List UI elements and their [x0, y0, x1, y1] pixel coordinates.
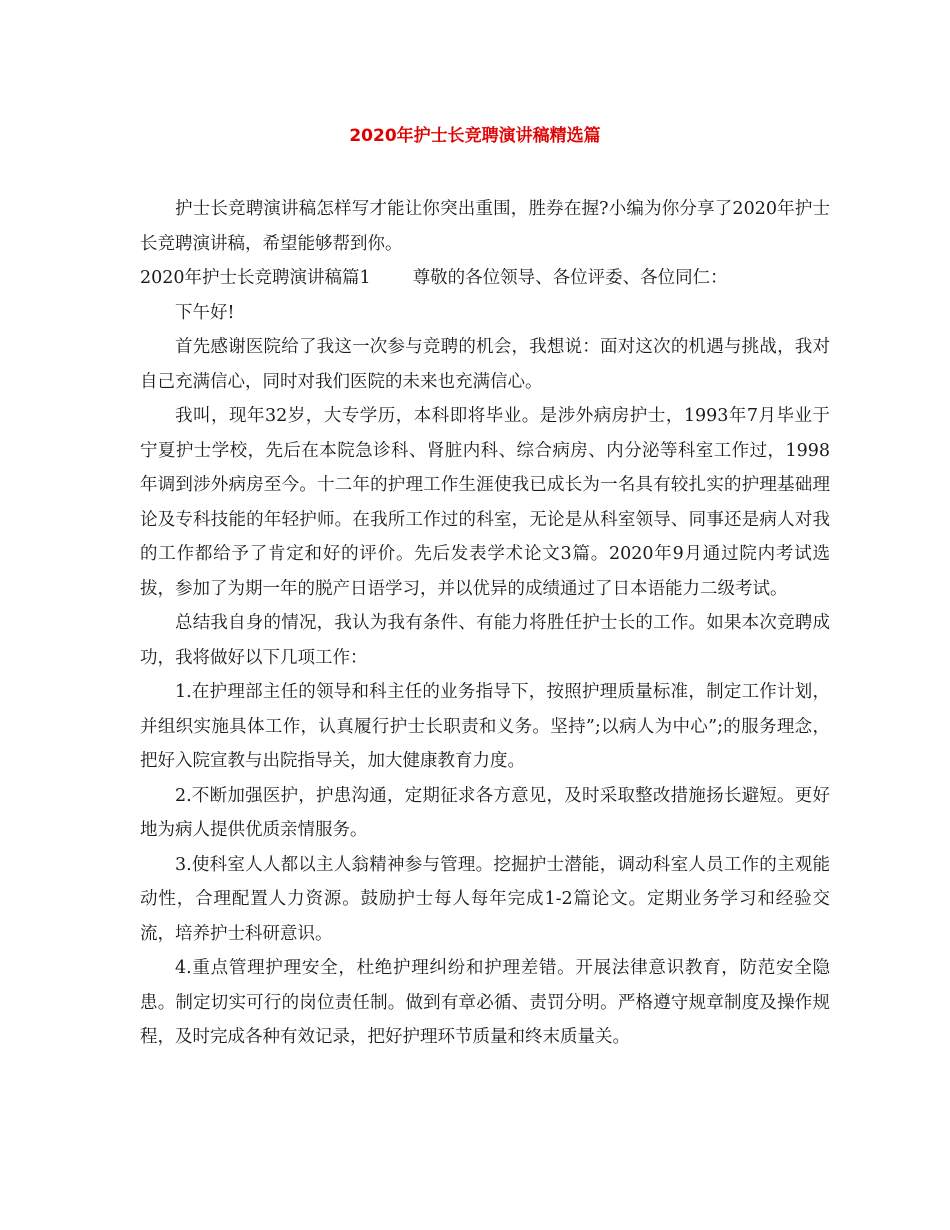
greeting: 下午好! [175, 302, 235, 323]
list-item-4: 4.重点管理护理安全，杜绝护理纠纷和护理差错。开展法律意识教育，防范安全隐患。制定切实可行的岗位责任制。做到有章必循、责罚分明。严格遵守规章制度及操作规程，及时完成各种有效记录，把好护理环节质量和终末质量关。 [140, 958, 830, 1047]
paragraph-self-intro: 我叫，现年32岁，大专学历，本科即将毕业。是涉外病房护士，1993年7月毕业于宁夏护士学校，先后在本院急诊科、肾脏内科、综合病房、内分泌等科室工作过，1998年调到涉外病房至今。十二年的护理工作生涯使我已成长为一名具有较扎实的护理基础理论及专科技能的年轻护师。在我所工作过的科室，无论是从科室领导、同事还是病人对我的工作都给予了肯定和好的评价。先后发表学术论文3篇。2020年9月通过院内考试选拔，参加了为期一年的脱产日语学习，并以优异的成绩通过了日本语能力二级考试。 [140, 406, 830, 599]
salutation: 尊敬的各位领导、各位评委、各位同仁： [412, 268, 728, 288]
section-label: 2020年护士长竞聘演讲稿篇1 [140, 268, 371, 288]
list-item-2: 2.不断加强医护，护患沟通，定期征求各方意见，及时采取整改措施扬长避短。更好地为病人提供优质亲情服务。 [140, 785, 830, 840]
intro-paragraph: 护士长竞聘演讲稿怎样写才能让你突出重围，胜券在握?小编为你分享了2020年护士长竞聘演讲稿，希望能够帮到你。 [140, 199, 830, 254]
document-body [140, 192, 830, 1055]
list-item-1: 1.在护理部主任的领导和科主任的业务指导下，按照护理质量标准，制定工作计划，并组织实施具体工作，认真履行护士长职责和义务。坚持”;以病人为中心”;的服务理念，把好入院宣教与出院指导关，加大健康教育力度。 [140, 682, 830, 771]
list-item-3: 3.使科室人人都以主人翁精神参与管理。挖掘护士潜能，调动科室人员工作的主观能动性，合理配置人力资源。鼓励护士每人每年完成1-2篇论文。定期业务学习和经验交流，培养护士科研意识。 [140, 854, 830, 944]
paragraph-thanks: 首先感谢医院给了我这一次参与竞聘的机会，我想说：面对这次的机遇与挑战，我对自己充满信心，同时对我们医院的未来也充满信心。 [140, 337, 830, 392]
paragraph-summary: 总结我自身的情况，我认为我有条件、有能力将胜任护士长的工作。如果本次竞聘成功，我将做好以下几项工作： [140, 613, 830, 668]
section-heading-line [140, 261, 830, 296]
section-spacer [371, 261, 413, 296]
document-title: 2020年护士长竞聘演讲稿精选篇 [349, 126, 601, 146]
